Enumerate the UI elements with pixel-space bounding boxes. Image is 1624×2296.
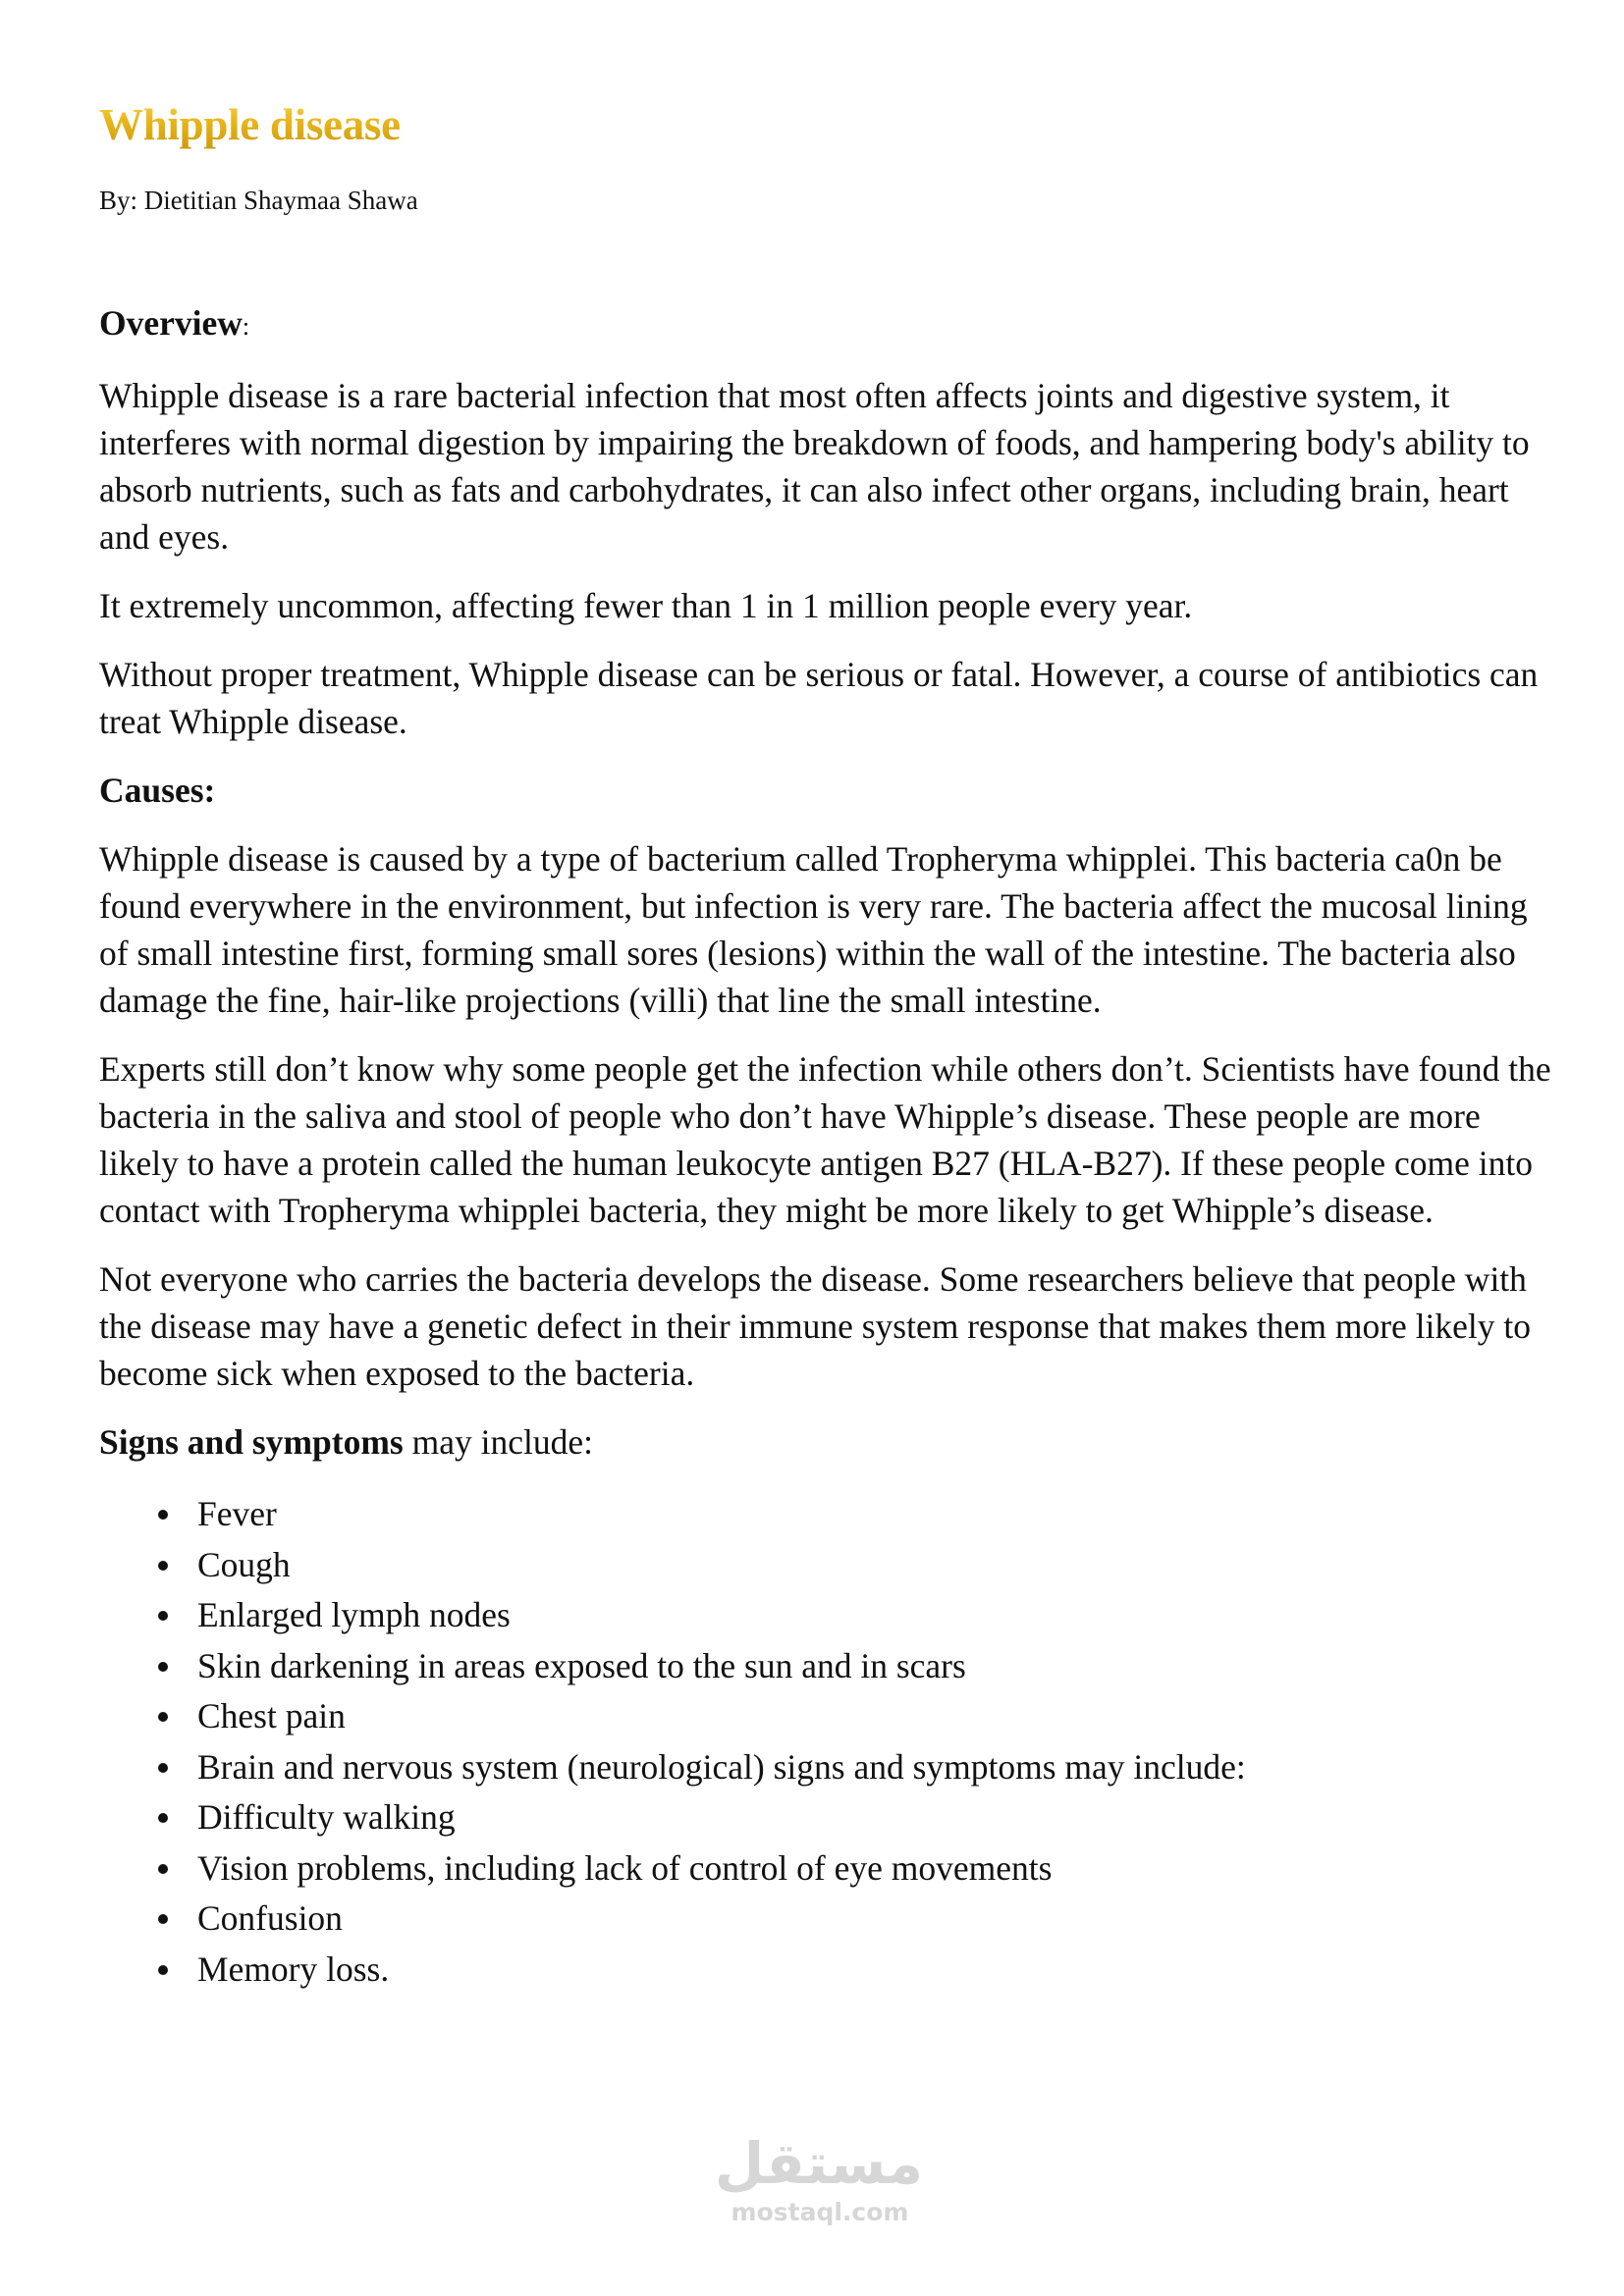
- symptom-text: Skin darkening in areas exposed to the sun and in scars: [197, 1645, 966, 1685]
- symptoms-intro: [99, 1418, 1552, 1466]
- overview-heading: Overview: [99, 303, 243, 343]
- list-item: [99, 1843, 1552, 1895]
- symptoms-list: [99, 1489, 1552, 1995]
- bullet-icon: [158, 1510, 168, 1520]
- symptom-text: Enlarged lymph nodes: [197, 1595, 511, 1634]
- overview-heading-line: [99, 299, 1552, 350]
- bullet-icon: [158, 1712, 168, 1722]
- bullet-icon: [158, 1662, 168, 1672]
- list-item: [99, 1945, 1552, 1996]
- symptom-text: Brain and nervous system (neurological) signs and symptoms may include:: [197, 1746, 1246, 1787]
- list-item: [99, 1590, 1552, 1641]
- symptom-text: Cough: [197, 1544, 291, 1584]
- list-item: [99, 1641, 1552, 1692]
- causes-paragraph: Whipple disease is caused by a type of bacterium called Tropheryma whipplei. This bacteria ca0n be found everywhere in the environment, but infection is very rare. The bacteria affect the mucosal lining of small intestine first, forming small sores (lesions) within the wall of the intestine. The bacteria also damage the fine, hair-like projections (villi) that line the small intestine.: [99, 839, 1528, 1020]
- mostaql-watermark: [714, 2130, 923, 2227]
- bullet-icon: [158, 1611, 168, 1621]
- bullet-icon: [158, 1864, 168, 1874]
- watermark-url: mostaql.com: [731, 2198, 909, 2226]
- author-byline: By: Dietitian Shaymaa Shawa: [99, 186, 418, 215]
- bullet-icon: [158, 1965, 168, 1975]
- symptom-text: Memory loss.: [197, 1949, 390, 1989]
- list-item: [99, 1691, 1552, 1742]
- bullet-icon: [158, 1914, 168, 1924]
- overview-heading-colon: :: [242, 312, 250, 341]
- page-title: Whipple disease: [99, 100, 401, 149]
- list-item: [99, 1792, 1552, 1843]
- overview-paragraph: Without proper treatment, Whipple disease can be serious or fatal. However, a course of antibiotics can treat Whipple disease.: [99, 655, 1539, 741]
- causes-heading: Causes:: [99, 771, 216, 810]
- symptom-text: Vision problems, including lack of control of eye movements: [197, 1847, 1053, 1888]
- document-body: [99, 299, 1552, 1995]
- watermark-logo: مستقل: [714, 2130, 923, 2197]
- overview-paragraph: It extremely uncommon, affecting fewer than 1 in 1 million people every year.: [99, 586, 1193, 625]
- causes-paragraph: Not everyone who carries the bacteria develops the disease. Some researchers believe that people with the disease may have a genetic defect in their immune system response that makes them more likely to become sick when exposed to the bacteria.: [99, 1259, 1531, 1393]
- symptom-text: Chest pain: [197, 1696, 346, 1735]
- overview-paragraph: Whipple disease is a rare bacterial infection that most often affects joints and digestive system, it interferes with normal digestion by impairing the breakdown of foods, and hampering body's ability to absorb nutrients, such as fats and carbohydrates, it can also infect other organs, including brain, heart and eyes.: [99, 376, 1530, 557]
- list-item: [99, 1742, 1552, 1793]
- symptom-text: Fever: [197, 1494, 277, 1533]
- list-item: [99, 1540, 1552, 1591]
- symptom-text: Confusion: [197, 1898, 343, 1938]
- causes-paragraph: Experts still don’t know why some people get the infection while others don’t. Scientists have found the bacteria in the saliva and stool of people who don’t have Whipple’s disease. These people are more likely to have a protein called the human leukocyte antigen B27 (HLA-B27). If these people come into contact with Tropheryma whipplei bacteria, they might be more likely to get Whipple’s disease.: [99, 1049, 1551, 1230]
- bullet-icon: [158, 1561, 168, 1571]
- symptom-text: Difficulty walking: [197, 1797, 456, 1837]
- bullet-icon: [158, 1763, 168, 1773]
- list-item: [99, 1489, 1552, 1540]
- symptoms-intro-rest: may include:: [403, 1422, 593, 1462]
- list-item: [99, 1894, 1552, 1945]
- symptoms-heading: Signs and symptoms: [99, 1422, 404, 1462]
- bullet-icon: [158, 1813, 168, 1823]
